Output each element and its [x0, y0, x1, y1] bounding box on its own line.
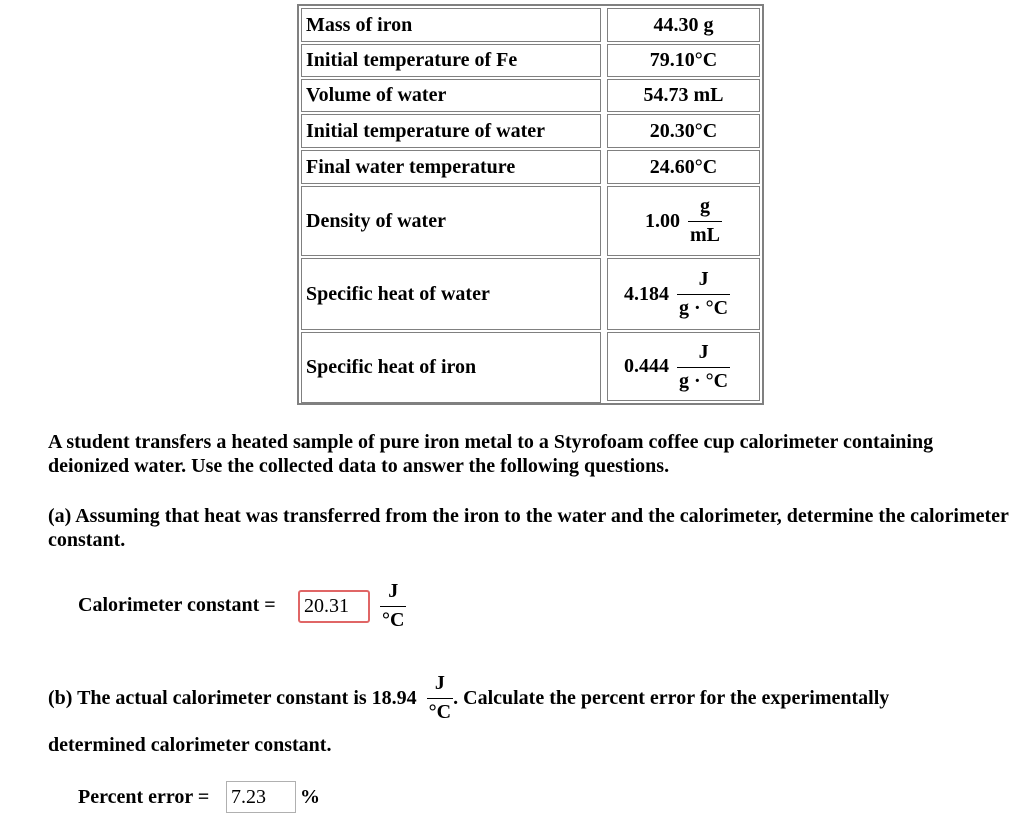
unit-denominator: g · °C — [677, 367, 730, 393]
table-row — [299, 42, 762, 77]
row-value: 79.10°C — [607, 44, 760, 77]
percent-error-input[interactable]: 7.23 — [226, 781, 296, 813]
specific-heat-water-unit — [677, 268, 730, 320]
row-label: Specific heat of water — [301, 258, 601, 330]
row-label: Specific heat of iron — [301, 332, 601, 403]
specific-heat-water-value: 4.184 — [624, 282, 669, 305]
row-label: Final water temperature — [301, 150, 601, 184]
row-value: 44.30 g — [607, 8, 760, 42]
unit-denominator: g · °C — [677, 294, 730, 320]
calorimeter-constant-input[interactable]: 20.31 — [298, 590, 370, 623]
part-b-unit — [427, 672, 453, 724]
unit-denominator: °C — [380, 606, 406, 632]
unit-denominator: °C — [427, 698, 453, 724]
data-table — [297, 4, 764, 405]
table-row — [299, 77, 762, 112]
table-row — [299, 6, 762, 42]
row-label: Volume of water — [301, 79, 601, 112]
table-row — [299, 112, 762, 148]
part-a-answer-label: Calorimeter constant = — [78, 594, 276, 616]
part-a-question: (a) Assuming that heat was transferred from the iron to the water and the calorimeter, determine the calorimeter constant. — [48, 505, 1009, 551]
row-label: Initial temperature of water — [301, 114, 601, 148]
part-b-answer-label: Percent error = — [78, 786, 210, 808]
specific-heat-iron-value: 0.444 — [624, 355, 669, 377]
row-value — [607, 258, 760, 330]
row-value: 20.30°C — [607, 114, 760, 148]
row-value: 54.73 mL — [607, 79, 760, 112]
table-row-specific-heat-iron — [299, 330, 762, 403]
part-b-question-start: (b) The actual calorimeter constant is 18.94 — [48, 686, 417, 709]
table-row — [299, 148, 762, 184]
part-b-question-end: . Calculate the percent error for the experimentally — [453, 686, 890, 709]
part-b-question — [48, 672, 1018, 724]
specific-heat-iron-unit — [677, 341, 730, 393]
row-value — [607, 332, 760, 401]
percent-unit: % — [300, 786, 320, 808]
density-value: 1.00 — [645, 209, 680, 232]
part-a-unit — [380, 580, 406, 632]
row-value: 24.60°C — [607, 150, 760, 184]
unit-denominator: mL — [688, 221, 722, 247]
unit-numerator: g — [700, 195, 710, 217]
row-label: Density of water — [301, 186, 601, 256]
table-row-specific-heat-water — [299, 256, 762, 330]
unit-numerator: J — [388, 580, 399, 602]
unit-numerator: J — [698, 268, 709, 290]
row-label: Mass of iron — [301, 8, 601, 42]
unit-numerator: J — [698, 340, 709, 363]
density-unit — [688, 195, 722, 247]
part-b-question-line2: determined calorimeter constant. — [48, 734, 332, 756]
row-label: Initial temperature of Fe — [301, 44, 601, 77]
table-row-density — [299, 184, 762, 256]
unit-numerator: J — [434, 672, 445, 694]
intro-text: A student transfers a heated sample of pure iron metal to a Styrofoam coffee cup calorimeter containing deionized water. Use the collected data to answer the following questions. — [48, 431, 934, 477]
row-value — [607, 186, 760, 256]
